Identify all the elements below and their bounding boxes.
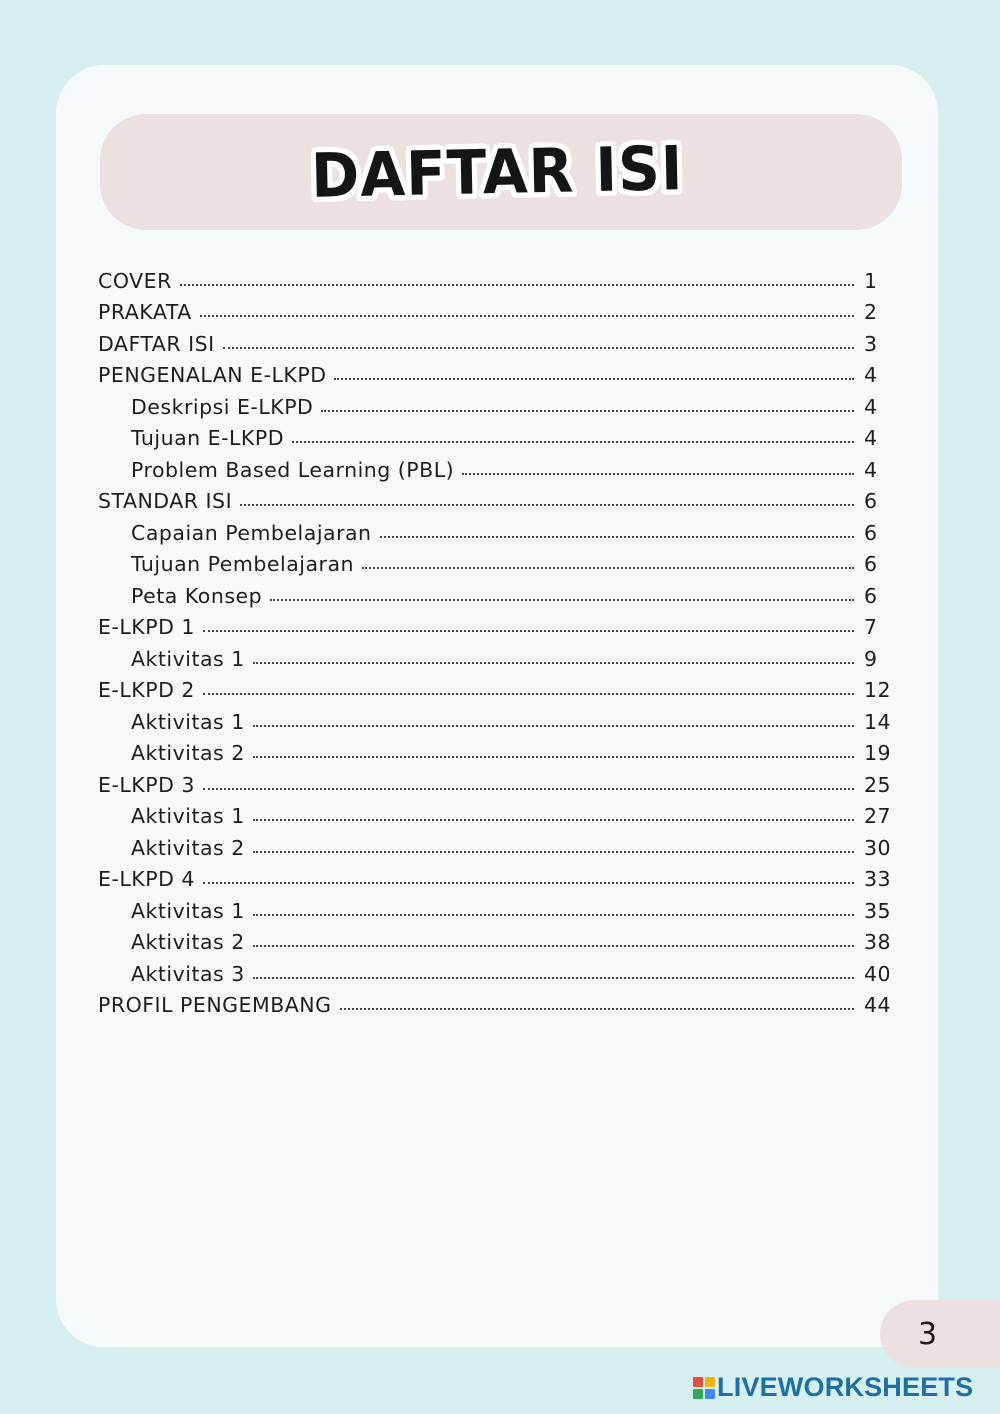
toc-subentry[interactable] [98, 575, 892, 607]
toc-entry-label: Tujuan Pembelajaran [131, 552, 354, 576]
toc-entry-page: 4 [864, 457, 878, 482]
dot-leader [270, 599, 854, 601]
toc-entry[interactable] [98, 764, 892, 796]
dot-leader [200, 315, 854, 317]
toc-entry-page: 38 [864, 930, 892, 954]
toc-subentry[interactable] [98, 922, 892, 954]
toc-subentry[interactable] [98, 796, 892, 828]
toc-subentry[interactable] [98, 512, 892, 544]
watermark-text: LIVEWORKSHEETS [717, 1372, 974, 1402]
toc-entry-label: Deskripsi E-LKPD [131, 394, 314, 419]
toc-entry-label: Aktivitas 2 [131, 835, 245, 860]
dot-leader [203, 882, 854, 884]
title-banner [100, 114, 902, 230]
dot-leader [180, 284, 854, 286]
toc-entry-page: 4 [864, 426, 878, 450]
toc-entry-label: Tujuan E-LKPD [131, 426, 285, 450]
toc-entry-page: 4 [864, 394, 878, 419]
toc-entry-label: PENGENALAN E-LKPD [98, 363, 327, 387]
toc-entry[interactable] [98, 670, 892, 702]
dot-leader [253, 977, 854, 979]
toc-entry-label: PROFIL PENGEMBANG [98, 993, 332, 1017]
dot-leader [380, 536, 854, 538]
dot-leader [253, 725, 854, 727]
toc-entry-page: 6 [864, 489, 878, 513]
toc-entry-page: 9 [864, 646, 878, 671]
toc-entry-label: COVER [98, 268, 172, 293]
toc-entry-page: 1 [864, 268, 878, 293]
toc-entry-page: 6 [864, 552, 878, 576]
toc-entry-label: Aktivitas 2 [131, 741, 245, 765]
toc-entry-page: 25 [864, 772, 892, 797]
toc-entry-page: 7 [864, 615, 878, 639]
toc-entry-page: 19 [864, 741, 892, 765]
toc-entry-label: E-LKPD 1 [98, 615, 195, 639]
dot-leader [253, 945, 854, 947]
dot-leader [334, 378, 854, 380]
table-of-contents [98, 260, 892, 1016]
toc-subentry[interactable] [98, 386, 892, 418]
toc-entry-page: 2 [864, 300, 878, 324]
toc-entry[interactable] [98, 985, 892, 1017]
toc-entry[interactable] [98, 355, 892, 387]
dot-leader [203, 630, 854, 632]
toc-entry-page: 33 [864, 867, 892, 891]
toc-entry-label: Aktivitas 3 [131, 961, 245, 986]
dot-leader [203, 693, 854, 695]
toc-entry-label: Problem Based Learning (PBL) [131, 457, 455, 482]
toc-subentry[interactable] [98, 701, 892, 733]
toc-entry[interactable] [98, 260, 892, 292]
toc-entry-page: 4 [864, 363, 878, 387]
dot-leader [253, 662, 854, 664]
toc-subentry[interactable] [98, 890, 892, 922]
toc-subentry[interactable] [98, 733, 892, 765]
toc-entry[interactable] [98, 292, 892, 324]
toc-entry-label: Aktivitas 2 [131, 930, 245, 954]
toc-entry-label: Capaian Pembelajaran [131, 520, 372, 545]
toc-entry[interactable] [98, 323, 892, 355]
toc-entry[interactable] [98, 481, 892, 513]
toc-entry-label: STANDAR ISI [98, 489, 233, 513]
toc-entry-page: 30 [864, 835, 892, 860]
toc-entry-page: 40 [864, 961, 892, 986]
toc-entry[interactable] [98, 859, 892, 891]
toc-entry-page: 35 [864, 898, 892, 923]
toc-entry-label: Aktivitas 1 [131, 898, 245, 923]
toc-entry-page: 6 [864, 520, 878, 545]
dot-leader [203, 788, 854, 790]
dot-leader [223, 347, 854, 349]
dot-leader [321, 410, 854, 412]
dot-leader [253, 851, 854, 853]
toc-entry-label: PRAKATA [98, 300, 192, 324]
dot-leader [292, 441, 854, 443]
toc-entry-page: 6 [864, 583, 878, 608]
toc-entry-page: 14 [864, 709, 892, 734]
page-number-tab [880, 1300, 1000, 1368]
dot-leader [253, 914, 854, 916]
toc-subentry[interactable] [98, 953, 892, 985]
toc-subentry[interactable] [98, 544, 892, 576]
toc-entry[interactable] [98, 607, 892, 639]
toc-entry-page: 27 [864, 804, 892, 828]
toc-entry-label: Aktivitas 1 [131, 804, 245, 828]
dot-leader [253, 819, 854, 821]
dot-leader [362, 567, 854, 569]
toc-entry-label: Aktivitas 1 [131, 709, 245, 734]
toc-entry-page: 3 [864, 331, 878, 356]
toc-subentry[interactable] [98, 418, 892, 450]
dot-leader [240, 504, 854, 506]
liveworksheets-logo-icon [693, 1377, 715, 1399]
toc-entry-label: E-LKPD 3 [98, 772, 195, 797]
toc-entry-label: DAFTAR ISI [98, 331, 215, 356]
toc-entry-label: E-LKPD 2 [98, 678, 195, 702]
page-title: DAFTAR ISI [310, 132, 684, 212]
dot-leader [340, 1008, 855, 1010]
toc-entry-page: 12 [864, 678, 892, 702]
liveworksheets-watermark [693, 1372, 973, 1403]
toc-entry-page: 44 [864, 993, 892, 1017]
toc-entry-label: E-LKPD 4 [98, 867, 195, 891]
dot-leader [462, 473, 854, 475]
page-number: 3 [918, 1316, 938, 1352]
toc-subentry[interactable] [98, 638, 892, 670]
toc-entry-label: Aktivitas 1 [131, 646, 245, 671]
dot-leader [253, 756, 854, 758]
toc-subentry[interactable] [98, 827, 892, 859]
toc-entry-label: Peta Konsep [131, 583, 263, 608]
toc-subentry[interactable] [98, 449, 892, 481]
